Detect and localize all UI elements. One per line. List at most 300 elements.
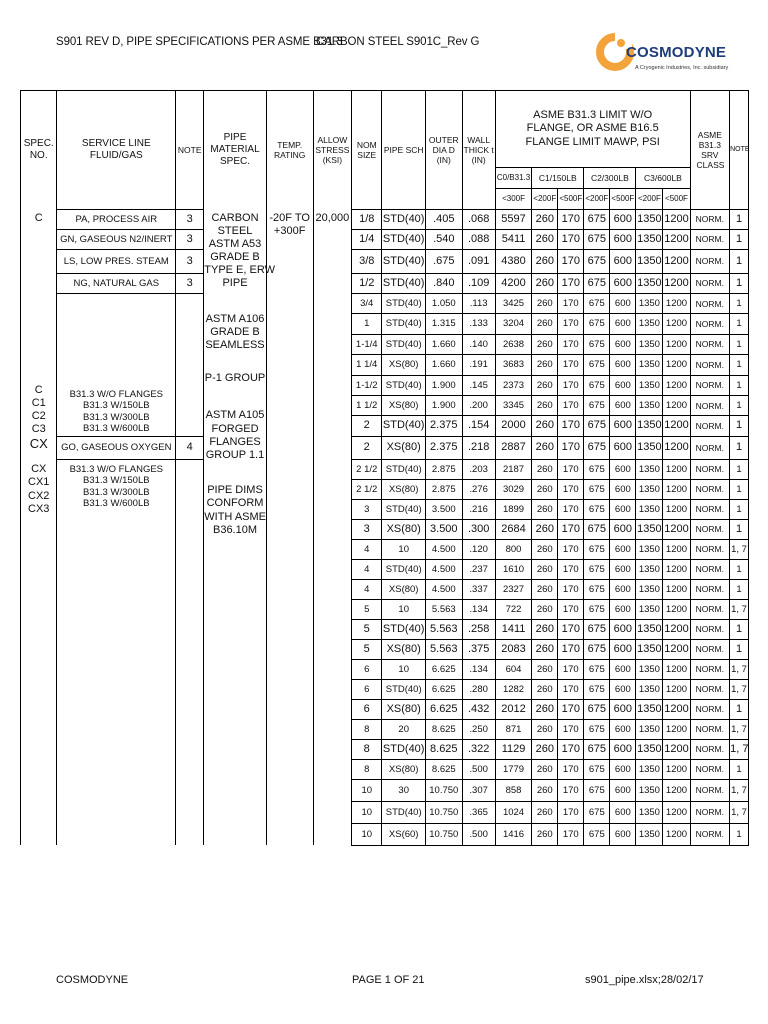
outer-dia-cell: 4.500: [426, 539, 462, 559]
header-c2: C2/300LB: [584, 168, 636, 189]
nom-size-cell: 1/8: [352, 210, 382, 230]
c1-lt500-cell: 170: [558, 230, 584, 250]
c1-lt200-cell: 260: [532, 436, 558, 459]
c0-lt300-cell: 2000: [495, 416, 531, 436]
nom-size-cell: 10: [352, 801, 382, 823]
nom-size-cell: 10: [352, 823, 382, 845]
outer-dia-cell: 5.563: [426, 639, 462, 659]
srv-class-cell: NORM.: [690, 699, 730, 719]
outer-dia-cell: 10.750: [426, 801, 462, 823]
nom-size-cell: 3: [352, 499, 382, 519]
spec-number-cell: [21, 274, 57, 294]
wall-thick-cell: .120: [462, 539, 495, 559]
c3-lt500-cell: 1200: [663, 739, 690, 759]
nom-size-cell: 3/8: [352, 250, 382, 274]
c3-lt200-cell: 1350: [636, 459, 663, 479]
nom-size-cell: 1 1/4: [352, 355, 382, 375]
c2-lt200-cell: 675: [584, 355, 610, 375]
c1-lt500-cell: 170: [558, 559, 584, 579]
c3-lt200-cell: 1350: [636, 579, 663, 599]
nom-size-cell: 2: [352, 436, 382, 459]
allow-stress-cell: 20,000: [313, 210, 352, 846]
c1-lt200-cell: 260: [532, 619, 558, 639]
c1-lt500-cell: 170: [558, 539, 584, 559]
wall-thick-cell: .134: [462, 659, 495, 679]
c2-lt200-cell: 675: [584, 823, 610, 845]
srv-class-cell: NORM.: [690, 334, 730, 354]
note-cell: 1: [730, 559, 749, 579]
pipe-sch-cell: STD(40): [382, 375, 426, 395]
srv-class-cell: NORM.: [690, 274, 730, 294]
spec-number-cell: CX CX1 CX2 CX3: [21, 459, 57, 845]
table-row: [21, 294, 749, 314]
c2-lt500-cell: 600: [610, 659, 636, 679]
table-row: [21, 459, 749, 479]
c2-lt200-cell: 675: [584, 719, 610, 739]
c1-lt200-cell: 260: [532, 210, 558, 230]
c0-lt300-cell: 722: [495, 599, 531, 619]
note-cell: 1: [730, 294, 749, 314]
outer-dia-cell: 1.900: [426, 375, 462, 395]
c3-lt500-cell: 1200: [663, 519, 690, 539]
logo-wordmark: COSMODYNE: [626, 44, 727, 61]
c0-lt300-cell: 604: [495, 659, 531, 679]
c1-lt500-cell: 170: [558, 519, 584, 539]
outer-dia-cell: .675: [426, 250, 462, 274]
c3-lt500-cell: 1200: [663, 395, 690, 415]
pipe-sch-cell: XS(80): [382, 699, 426, 719]
note-cell: 1: [730, 355, 749, 375]
c3-lt500-cell: 1200: [663, 314, 690, 334]
pipe-sch-cell: 10: [382, 659, 426, 679]
c3-lt200-cell: 1350: [636, 210, 663, 230]
service-note-cell: [176, 294, 204, 437]
header-nom-size: NOM SIZE: [352, 91, 382, 210]
service-note-cell: 3: [176, 250, 204, 274]
c1-lt200-cell: 260: [532, 779, 558, 801]
c3-lt500-cell: 1200: [663, 719, 690, 739]
c2-lt500-cell: 600: [610, 436, 636, 459]
note-cell: 1: [730, 375, 749, 395]
service-fluid-cell: LS, LOW PRES. STEAM: [57, 250, 176, 274]
c3-lt200-cell: 1350: [636, 355, 663, 375]
c1-lt500-cell: 170: [558, 499, 584, 519]
c3-lt500-cell: 1200: [663, 801, 690, 823]
outer-dia-cell: 10.750: [426, 779, 462, 801]
c2-lt200-cell: 675: [584, 759, 610, 779]
c3-lt500-cell: 1200: [663, 499, 690, 519]
srv-class-cell: NORM.: [690, 759, 730, 779]
wall-thick-cell: .154: [462, 416, 495, 436]
note-cell: 1: [730, 619, 749, 639]
pipe-sch-cell: STD(40): [382, 274, 426, 294]
c0-lt300-cell: 2083: [495, 639, 531, 659]
c1-lt200-cell: 260: [532, 250, 558, 274]
c3-lt500-cell: 1200: [663, 759, 690, 779]
material-line: STEEL: [217, 224, 253, 237]
c3-lt500-cell: 1200: [663, 539, 690, 559]
c2-lt200-cell: 675: [584, 250, 610, 274]
pipe-sch-cell: XS(80): [382, 759, 426, 779]
spec-number-cell: C C1 C2 C3: [21, 294, 57, 437]
c2-lt500-cell: 600: [610, 579, 636, 599]
c3-lt500-cell: 1200: [663, 210, 690, 230]
nom-size-cell: 4: [352, 559, 382, 579]
srv-class-cell: NORM.: [690, 436, 730, 459]
header-limit-group: ASME B31.3 LIMIT W/O FLANGE, OR ASME B16.5 FLANGE LIMIT MAWP, PSI: [495, 91, 690, 168]
pipe-sch-cell: 30: [382, 779, 426, 801]
c1-lt200-cell: 260: [532, 801, 558, 823]
c3-lt500-cell: 1200: [663, 294, 690, 314]
outer-dia-cell: 1.660: [426, 334, 462, 354]
nom-size-cell: 3: [352, 519, 382, 539]
spec-number-cell: CX: [21, 436, 57, 459]
c3-lt200-cell: 1350: [636, 314, 663, 334]
wall-thick-cell: .337: [462, 579, 495, 599]
note-cell: 1: [730, 699, 749, 719]
nom-size-cell: 5: [352, 619, 382, 639]
note-cell: 1: [730, 395, 749, 415]
c2-lt200-cell: 675: [584, 679, 610, 699]
header-temp-lt500: <500F: [663, 189, 690, 210]
c2-lt500-cell: 600: [610, 416, 636, 436]
c3-lt200-cell: 1350: [636, 479, 663, 499]
table-row: [21, 436, 749, 459]
c1-lt200-cell: 260: [532, 639, 558, 659]
nom-size-cell: 2 1/2: [352, 459, 382, 479]
outer-dia-cell: 2.375: [426, 436, 462, 459]
c2-lt200-cell: 675: [584, 639, 610, 659]
pipe-sch-cell: XS(80): [382, 519, 426, 539]
c1-lt500-cell: 170: [558, 416, 584, 436]
pipe-sch-cell: STD(40): [382, 801, 426, 823]
outer-dia-cell: .540: [426, 230, 462, 250]
nom-size-cell: 6: [352, 679, 382, 699]
note-cell: 1, 7: [730, 779, 749, 801]
spec-number-cell: [21, 250, 57, 274]
pipe-sch-cell: XS(60): [382, 823, 426, 845]
c3-lt200-cell: 1350: [636, 334, 663, 354]
c1-lt200-cell: 260: [532, 559, 558, 579]
nom-size-cell: 6: [352, 659, 382, 679]
material-line: SEAMLESS: [205, 339, 265, 351]
material-line: B36.10M: [212, 523, 258, 536]
wall-thick-cell: .300: [462, 519, 495, 539]
nom-size-cell: 1/4: [352, 230, 382, 250]
c2-lt200-cell: 675: [584, 375, 610, 395]
c2-lt500-cell: 600: [610, 230, 636, 250]
header-pipe-sch: PIPE SCH: [382, 91, 426, 210]
material-line: CONFORM: [206, 497, 264, 510]
nom-size-cell: 6: [352, 699, 382, 719]
c0-lt300-cell: 800: [495, 539, 531, 559]
document-title: S901 REV D, PIPE SPECIFICATIONS PER ASME B31.3: [56, 36, 343, 48]
srv-class-cell: NORM.: [690, 801, 730, 823]
c3-lt200-cell: 1350: [636, 801, 663, 823]
nom-size-cell: 8: [352, 719, 382, 739]
c0-lt300-cell: 4200: [495, 274, 531, 294]
c2-lt200-cell: 675: [584, 314, 610, 334]
wall-thick-cell: .088: [462, 230, 495, 250]
c1-lt200-cell: 260: [532, 659, 558, 679]
note-cell: 1: [730, 230, 749, 250]
wall-thick-cell: .280: [462, 679, 495, 699]
pipe-sch-cell: XS(80): [382, 479, 426, 499]
c1-lt200-cell: 260: [532, 230, 558, 250]
outer-dia-cell: 10.750: [426, 823, 462, 845]
c2-lt500-cell: 600: [610, 334, 636, 354]
srv-class-cell: NORM.: [690, 823, 730, 845]
table-row: [21, 250, 749, 274]
c3-lt500-cell: 1200: [663, 230, 690, 250]
wall-thick-cell: .068: [462, 210, 495, 230]
c2-lt500-cell: 600: [610, 699, 636, 719]
c1-lt500-cell: 170: [558, 250, 584, 274]
srv-class-cell: NORM.: [690, 519, 730, 539]
service-note-cell: 3: [176, 274, 204, 294]
c3-lt200-cell: 1350: [636, 519, 663, 539]
wall-thick-cell: .307: [462, 779, 495, 801]
outer-dia-cell: .840: [426, 274, 462, 294]
c3-lt500-cell: 1200: [663, 659, 690, 679]
pipe-sch-cell: STD(40): [382, 459, 426, 479]
outer-dia-cell: 1.900: [426, 395, 462, 415]
c1-lt500-cell: 170: [558, 395, 584, 415]
c2-lt200-cell: 675: [584, 395, 610, 415]
note-cell: 1: [730, 436, 749, 459]
c1-lt200-cell: 260: [532, 334, 558, 354]
srv-class-cell: NORM.: [690, 539, 730, 559]
pipe-sch-cell: XS(80): [382, 355, 426, 375]
note-cell: 1: [730, 479, 749, 499]
header-stress: ALLOW STRESS (KSI): [313, 91, 352, 210]
note-cell: 1: [730, 499, 749, 519]
pipe-sch-cell: XS(80): [382, 436, 426, 459]
service-fluid-cell: B31.3 W/O FLANGES B31.3 W/150LB B31.3 W/300LB B31.3 W/600LB: [57, 459, 176, 845]
c1-lt500-cell: 170: [558, 355, 584, 375]
wall-thick-cell: .133: [462, 314, 495, 334]
c1-lt500-cell: 170: [558, 679, 584, 699]
wall-thick-cell: .091: [462, 250, 495, 274]
srv-class-cell: NORM.: [690, 599, 730, 619]
c3-lt200-cell: 1350: [636, 739, 663, 759]
material-line: GROUP 1.1: [205, 448, 265, 461]
pipe-sch-cell: STD(40): [382, 619, 426, 639]
c0-lt300-cell: 5597: [495, 210, 531, 230]
c2-lt500-cell: 600: [610, 539, 636, 559]
note-cell: 1, 7: [730, 739, 749, 759]
srv-class-cell: NORM.: [690, 559, 730, 579]
c3-lt200-cell: 1350: [636, 230, 663, 250]
c3-lt500-cell: 1200: [663, 459, 690, 479]
srv-class-cell: NORM.: [690, 579, 730, 599]
pipe-sch-cell: STD(40): [382, 499, 426, 519]
service-fluid-cell: NG, NATURAL GAS: [57, 274, 176, 294]
wall-thick-cell: .258: [462, 619, 495, 639]
outer-dia-cell: 5.563: [426, 599, 462, 619]
wall-thick-cell: .432: [462, 699, 495, 719]
footer-filename: s901_pipe.xlsx;28/02/17: [585, 974, 704, 986]
pipe-sch-cell: XS(80): [382, 579, 426, 599]
c2-lt500-cell: 600: [610, 719, 636, 739]
spec-revision-title: CARBON STEEL S901C_Rev G: [316, 36, 480, 48]
note-cell: 1: [730, 639, 749, 659]
c1-lt500-cell: 170: [558, 801, 584, 823]
header-temp: TEMP. RATING: [266, 91, 313, 210]
c2-lt500-cell: 600: [610, 250, 636, 274]
c0-lt300-cell: 1899: [495, 499, 531, 519]
pipe-sch-cell: STD(40): [382, 314, 426, 334]
c3-lt500-cell: 1200: [663, 479, 690, 499]
c3-lt200-cell: 1350: [636, 599, 663, 619]
wall-thick-cell: .218: [462, 436, 495, 459]
c1-lt200-cell: 260: [532, 759, 558, 779]
material-line: FLANGES: [209, 435, 261, 448]
wall-thick-cell: .200: [462, 395, 495, 415]
note-cell: 1, 7: [730, 599, 749, 619]
nom-size-cell: 1-1/2: [352, 375, 382, 395]
c1-lt200-cell: 260: [532, 479, 558, 499]
c3-lt200-cell: 1350: [636, 416, 663, 436]
wall-thick-cell: .134: [462, 599, 495, 619]
c2-lt200-cell: 675: [584, 739, 610, 759]
c3-lt500-cell: 1200: [663, 699, 690, 719]
service-note-cell: [176, 459, 204, 845]
spec-number-cell: C: [21, 210, 57, 230]
c2-lt200-cell: 675: [584, 230, 610, 250]
srv-class-cell: NORM.: [690, 314, 730, 334]
srv-class-cell: NORM.: [690, 416, 730, 436]
c1-lt500-cell: 170: [558, 579, 584, 599]
nom-size-cell: 5: [352, 599, 382, 619]
header-note: NOTE: [176, 91, 204, 210]
c0-lt300-cell: 1411: [495, 619, 531, 639]
note-cell: 1: [730, 823, 749, 845]
c3-lt500-cell: 1200: [663, 823, 690, 845]
outer-dia-cell: 2.875: [426, 459, 462, 479]
service-fluid-cell: GN, GASEOUS N2/INERT: [57, 230, 176, 250]
nom-size-cell: 1 1/2: [352, 395, 382, 415]
pipe-sch-cell: STD(40): [382, 210, 426, 230]
outer-dia-cell: 1.660: [426, 355, 462, 375]
c0-lt300-cell: 1282: [495, 679, 531, 699]
c0-lt300-cell: 1416: [495, 823, 531, 845]
c0-lt300-cell: 3029: [495, 479, 531, 499]
wall-thick-cell: .216: [462, 499, 495, 519]
pipe-sch-cell: 20: [382, 719, 426, 739]
c1-lt200-cell: 260: [532, 499, 558, 519]
nom-size-cell: 2: [352, 416, 382, 436]
c3-lt500-cell: 1200: [663, 639, 690, 659]
wall-thick-cell: .140: [462, 334, 495, 354]
c2-lt500-cell: 600: [610, 375, 636, 395]
c1-lt500-cell: 170: [558, 823, 584, 845]
c2-lt200-cell: 675: [584, 210, 610, 230]
header-c3: C3/600LB: [636, 168, 690, 189]
outer-dia-cell: 8.625: [426, 759, 462, 779]
wall-thick-cell: .500: [462, 759, 495, 779]
c0-lt300-cell: 1610: [495, 559, 531, 579]
c2-lt500-cell: 600: [610, 759, 636, 779]
c2-lt200-cell: 675: [584, 779, 610, 801]
c2-lt500-cell: 600: [610, 294, 636, 314]
note-cell: 1, 7: [730, 679, 749, 699]
c2-lt200-cell: 675: [584, 499, 610, 519]
header-temp-lt200: <200F: [584, 189, 610, 210]
pipe-sch-cell: XS(80): [382, 395, 426, 415]
c0-lt300-cell: 2684: [495, 519, 531, 539]
c1-lt500-cell: 170: [558, 699, 584, 719]
nom-size-cell: 1-1/4: [352, 334, 382, 354]
c0-lt300-cell: 1024: [495, 801, 531, 823]
outer-dia-cell: 6.625: [426, 679, 462, 699]
c2-lt500-cell: 600: [610, 479, 636, 499]
c3-lt200-cell: 1350: [636, 779, 663, 801]
srv-class-cell: NORM.: [690, 375, 730, 395]
pipe-sch-cell: XS(80): [382, 639, 426, 659]
c1-lt500-cell: 170: [558, 459, 584, 479]
outer-dia-cell: 1.050: [426, 294, 462, 314]
c2-lt500-cell: 600: [610, 599, 636, 619]
material-line: ASTM A53: [208, 237, 262, 250]
c2-lt500-cell: 600: [610, 355, 636, 375]
c2-lt500-cell: 600: [610, 559, 636, 579]
outer-dia-cell: 8.625: [426, 739, 462, 759]
footer-page-number: PAGE 1 OF 21: [352, 974, 425, 986]
footer-company: COSMODYNE: [56, 974, 129, 986]
srv-class-cell: NORM.: [690, 479, 730, 499]
header-c0: C0/B31.3: [495, 168, 531, 189]
c1-lt500-cell: 170: [558, 599, 584, 619]
srv-class-cell: NORM.: [690, 499, 730, 519]
service-fluid-cell: GO, GASEOUS OXYGEN: [57, 436, 176, 459]
c3-lt500-cell: 1200: [663, 355, 690, 375]
c2-lt500-cell: 600: [610, 739, 636, 759]
c3-lt200-cell: 1350: [636, 823, 663, 845]
c2-lt500-cell: 600: [610, 314, 636, 334]
note-cell: 1: [730, 334, 749, 354]
header-temp-lt200: <200F: [532, 189, 558, 210]
spec-number-cell: [21, 230, 57, 250]
c2-lt200-cell: 675: [584, 294, 610, 314]
c1-lt500-cell: 170: [558, 619, 584, 639]
c2-lt500-cell: 600: [610, 519, 636, 539]
note-cell: 1: [730, 250, 749, 274]
c3-lt500-cell: 1200: [663, 334, 690, 354]
material-line: FORGED: [211, 422, 259, 435]
c0-lt300-cell: 2887: [495, 436, 531, 459]
c0-lt300-cell: 2638: [495, 334, 531, 354]
c2-lt500-cell: 600: [610, 801, 636, 823]
c1-lt200-cell: 260: [532, 314, 558, 334]
c1-lt500-cell: 170: [558, 639, 584, 659]
header-temp-lt200: <200F: [636, 189, 663, 210]
pipe-sch-cell: STD(40): [382, 334, 426, 354]
c3-lt200-cell: 1350: [636, 395, 663, 415]
outer-dia-cell: 6.625: [426, 659, 462, 679]
c2-lt200-cell: 675: [584, 274, 610, 294]
header-note-2: NOTE: [730, 91, 749, 210]
c1-lt200-cell: 260: [532, 699, 558, 719]
c3-lt500-cell: 1200: [663, 250, 690, 274]
srv-class-cell: NORM.: [690, 779, 730, 801]
c2-lt500-cell: 600: [610, 779, 636, 801]
c3-lt500-cell: 1200: [663, 779, 690, 801]
header-c1: C1/150LB: [532, 168, 584, 189]
c1-lt500-cell: 170: [558, 719, 584, 739]
c1-lt200-cell: 260: [532, 375, 558, 395]
c1-lt500-cell: 170: [558, 759, 584, 779]
